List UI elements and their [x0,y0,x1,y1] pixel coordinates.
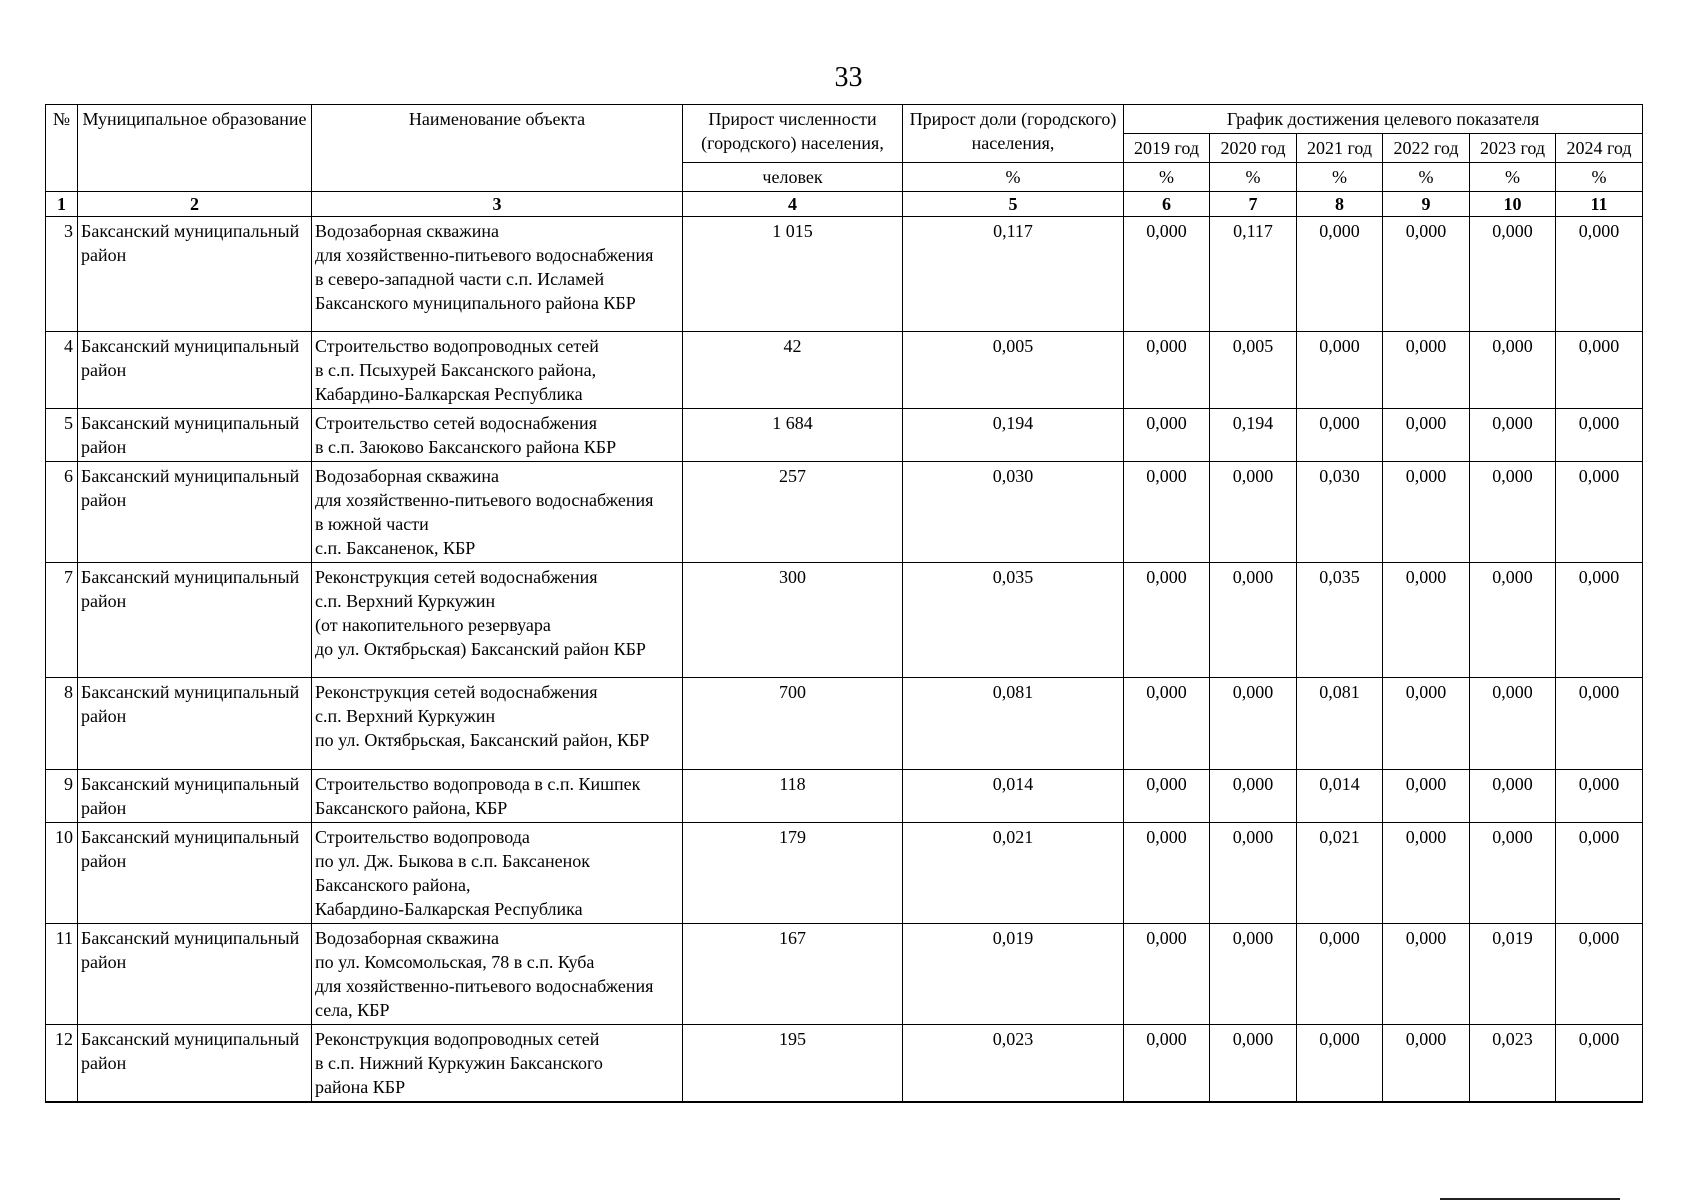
header-unit-pct: % [903,163,1124,192]
page-number: 33 [834,62,863,93]
year-value-cell: 0,000 [1297,217,1383,332]
header-unit-pct: % [1124,163,1210,192]
year-value-cell: 0,000 [1383,462,1470,563]
year-value-cell: 0,000 [1124,409,1210,462]
table-row [46,563,1643,678]
year-value-cell: 0,023 [1470,1025,1556,1103]
year-value-cell: 0,030 [1297,462,1383,563]
year-value-cell: 0,000 [1383,678,1470,770]
municipality-cell: Баксанский муниципальный район [78,678,312,770]
year-value-cell: 0,000 [1210,678,1297,770]
year-value-cell: 0,000 [1470,770,1556,823]
header-unit-pct: % [1383,163,1470,192]
row-number: 10 [46,823,78,924]
header-year: 2020 год [1210,134,1297,163]
object-name-cell: Водозаборная скважина по ул. Комсомольская, 78 в с.п. Куба для хозяйственно-питьевого водоснабжения села, КБР [312,924,683,1025]
municipality-cell: Баксанский муниципальный район [78,563,312,678]
column-number: 2 [78,192,312,217]
year-value-cell: 0,019 [1470,924,1556,1025]
year-value-cell: 0,000 [1383,332,1470,409]
header-unit-pct: % [1210,163,1297,192]
year-value-cell: 0,081 [1297,678,1383,770]
share-growth-cell: 0,081 [903,678,1124,770]
year-value-cell: 0,000 [1383,563,1470,678]
header-unit-pct: % [1470,163,1556,192]
year-value-cell: 0,000 [1297,409,1383,462]
year-value-cell: 0,000 [1124,217,1210,332]
row-number: 9 [46,770,78,823]
year-value-cell: 0,000 [1383,924,1470,1025]
table-row [46,332,1643,409]
year-value-cell: 0,000 [1556,770,1643,823]
year-value-cell: 0,000 [1210,823,1297,924]
year-value-cell: 0,000 [1556,823,1643,924]
header-share-growth: Прирост доли (городского) населения, [903,105,1124,163]
object-name-cell: Реконструкция сетей водоснабжения с.п. Верхний Куркужин (от накопительного резервуара до ул. Октябрьская) Баксанский район КБР [312,563,683,678]
year-value-cell: 0,000 [1470,409,1556,462]
year-value-cell: 0,000 [1124,332,1210,409]
year-value-cell: 0,000 [1124,563,1210,678]
header-municipality: Муниципальное образование [78,105,312,192]
year-value-cell: 0,000 [1470,217,1556,332]
year-value-cell: 0,000 [1210,924,1297,1025]
year-value-cell: 0,000 [1470,332,1556,409]
table-row [46,924,1643,1025]
table-row [46,1025,1643,1103]
row-number: 4 [46,332,78,409]
year-value-cell: 0,000 [1297,1025,1383,1103]
header-unit-pct: % [1297,163,1383,192]
table-row [46,217,1643,332]
year-value-cell: 0,000 [1383,409,1470,462]
year-value-cell: 0,000 [1383,217,1470,332]
header-year: 2022 год [1383,134,1470,163]
table-row [46,409,1643,462]
municipality-cell: Баксанский муниципальный район [78,332,312,409]
municipality-cell: Баксанский муниципальный район [78,924,312,1025]
population-growth-cell: 1 015 [683,217,903,332]
year-value-cell: 0,000 [1124,1025,1210,1103]
table-body [46,105,1643,1103]
header-year: 2021 год [1297,134,1383,163]
year-value-cell: 0,000 [1556,332,1643,409]
year-value-cell: 0,000 [1210,1025,1297,1103]
column-number: 5 [903,192,1124,217]
population-growth-cell: 118 [683,770,903,823]
municipality-cell: Баксанский муниципальный район [78,1025,312,1103]
row-number: 3 [46,217,78,332]
year-value-cell: 0,000 [1470,462,1556,563]
year-value-cell: 0,000 [1124,678,1210,770]
header-schedule: График достижения целевого показателя [1124,105,1643,134]
object-name-cell: Водозаборная скважина для хозяйственно-питьевого водоснабжения в северо-западной части с.п. Исламей Баксанского муниципального района КБР [312,217,683,332]
year-value-cell: 0,000 [1210,563,1297,678]
column-number: 7 [1210,192,1297,217]
year-value-cell: 0,000 [1210,770,1297,823]
object-name-cell: Строительство водопровода по ул. Дж. Быкова в с.п. Баксаненок Баксанского района, Кабардино-Балкарская Республика [312,823,683,924]
population-growth-cell: 195 [683,1025,903,1103]
column-number: 3 [312,192,683,217]
header-row-1 [46,105,1643,134]
population-growth-cell: 300 [683,563,903,678]
row-number: 5 [46,409,78,462]
year-value-cell: 0,000 [1124,462,1210,563]
header-year: 2023 год [1470,134,1556,163]
target-indicator-table [45,104,1643,1103]
year-value-cell: 0,000 [1124,823,1210,924]
municipality-cell: Баксанский муниципальный район [78,217,312,332]
row-number: 6 [46,462,78,563]
table-row [46,823,1643,924]
object-name-cell: Строительство водопроводных сетей в с.п. Псыхурей Баксанского района, Кабардино-Балкарская Республика [312,332,683,409]
share-growth-cell: 0,035 [903,563,1124,678]
year-value-cell: 0,194 [1210,409,1297,462]
share-growth-cell: 0,019 [903,924,1124,1025]
year-value-cell: 0,014 [1297,770,1383,823]
share-growth-cell: 0,005 [903,332,1124,409]
municipality-cell: Баксанский муниципальный район [78,409,312,462]
share-growth-cell: 0,030 [903,462,1124,563]
year-value-cell: 0,000 [1124,770,1210,823]
year-value-cell: 0,000 [1470,563,1556,678]
share-growth-cell: 0,021 [903,823,1124,924]
object-name-cell: Строительство водопровода в с.п. Кишпек Баксанского района, КБР [312,770,683,823]
header-object: Наименование объекта [312,105,683,192]
year-value-cell: 0,000 [1556,409,1643,462]
municipality-cell: Баксанский муниципальный район [78,462,312,563]
header-year: 2024 год [1556,134,1643,163]
municipality-cell: Баксанский муниципальный район [78,770,312,823]
column-number: 9 [1383,192,1470,217]
share-growth-cell: 0,194 [903,409,1124,462]
object-name-cell: Реконструкция водопроводных сетей в с.п. Нижний Куркужин Баксанского района КБР [312,1025,683,1103]
municipality-cell: Баксанский муниципальный район [78,823,312,924]
row-number: 12 [46,1025,78,1103]
table-row [46,770,1643,823]
share-growth-cell: 0,117 [903,217,1124,332]
population-growth-cell: 179 [683,823,903,924]
row-number: 11 [46,924,78,1025]
year-value-cell: 0,000 [1383,823,1470,924]
table-row [46,462,1643,563]
year-value-cell: 0,000 [1470,678,1556,770]
year-value-cell: 0,000 [1124,924,1210,1025]
header-unit-people: человек [683,163,903,192]
object-name-cell: Строительство сетей водоснабжения в с.п. Заюково Баксанского района КБР [312,409,683,462]
column-number: 4 [683,192,903,217]
column-number: 6 [1124,192,1210,217]
column-number: 10 [1470,192,1556,217]
header-pop-growth: Прирост численности (городского) населения, [683,105,903,163]
year-value-cell: 0,000 [1556,217,1643,332]
object-name-cell: Реконструкция сетей водоснабжения с.п. Верхний Куркужин по ул. Октябрьская, Баксанский район, КБР [312,678,683,770]
year-value-cell: 0,005 [1210,332,1297,409]
year-value-cell: 0,000 [1297,924,1383,1025]
year-value-cell: 0,000 [1556,1025,1643,1103]
row-number: 7 [46,563,78,678]
year-value-cell: 0,035 [1297,563,1383,678]
column-number: 11 [1556,192,1643,217]
year-value-cell: 0,000 [1297,332,1383,409]
year-value-cell: 0,000 [1210,462,1297,563]
object-name-cell: Водозаборная скважина для хозяйственно-питьевого водоснабжения в южной части с.п. Баксаненок, КБР [312,462,683,563]
column-number: 1 [46,192,78,217]
share-growth-cell: 0,014 [903,770,1124,823]
year-value-cell: 0,021 [1297,823,1383,924]
population-growth-cell: 42 [683,332,903,409]
year-value-cell: 0,000 [1383,770,1470,823]
population-growth-cell: 167 [683,924,903,1025]
year-value-cell: 0,000 [1383,1025,1470,1103]
year-value-cell: 0,000 [1556,563,1643,678]
share-growth-cell: 0,023 [903,1025,1124,1103]
population-growth-cell: 257 [683,462,903,563]
year-value-cell: 0,117 [1210,217,1297,332]
table-row [46,678,1643,770]
year-value-cell: 0,000 [1556,462,1643,563]
population-growth-cell: 1 684 [683,409,903,462]
year-value-cell: 0,000 [1470,823,1556,924]
column-number: 8 [1297,192,1383,217]
row-number: 8 [46,678,78,770]
column-number-row [46,192,1643,217]
header-unit-pct: % [1556,163,1643,192]
header-year: 2019 год [1124,134,1210,163]
header-num: № [46,105,78,192]
year-value-cell: 0,000 [1556,924,1643,1025]
year-value-cell: 0,000 [1556,678,1643,770]
population-growth-cell: 700 [683,678,903,770]
